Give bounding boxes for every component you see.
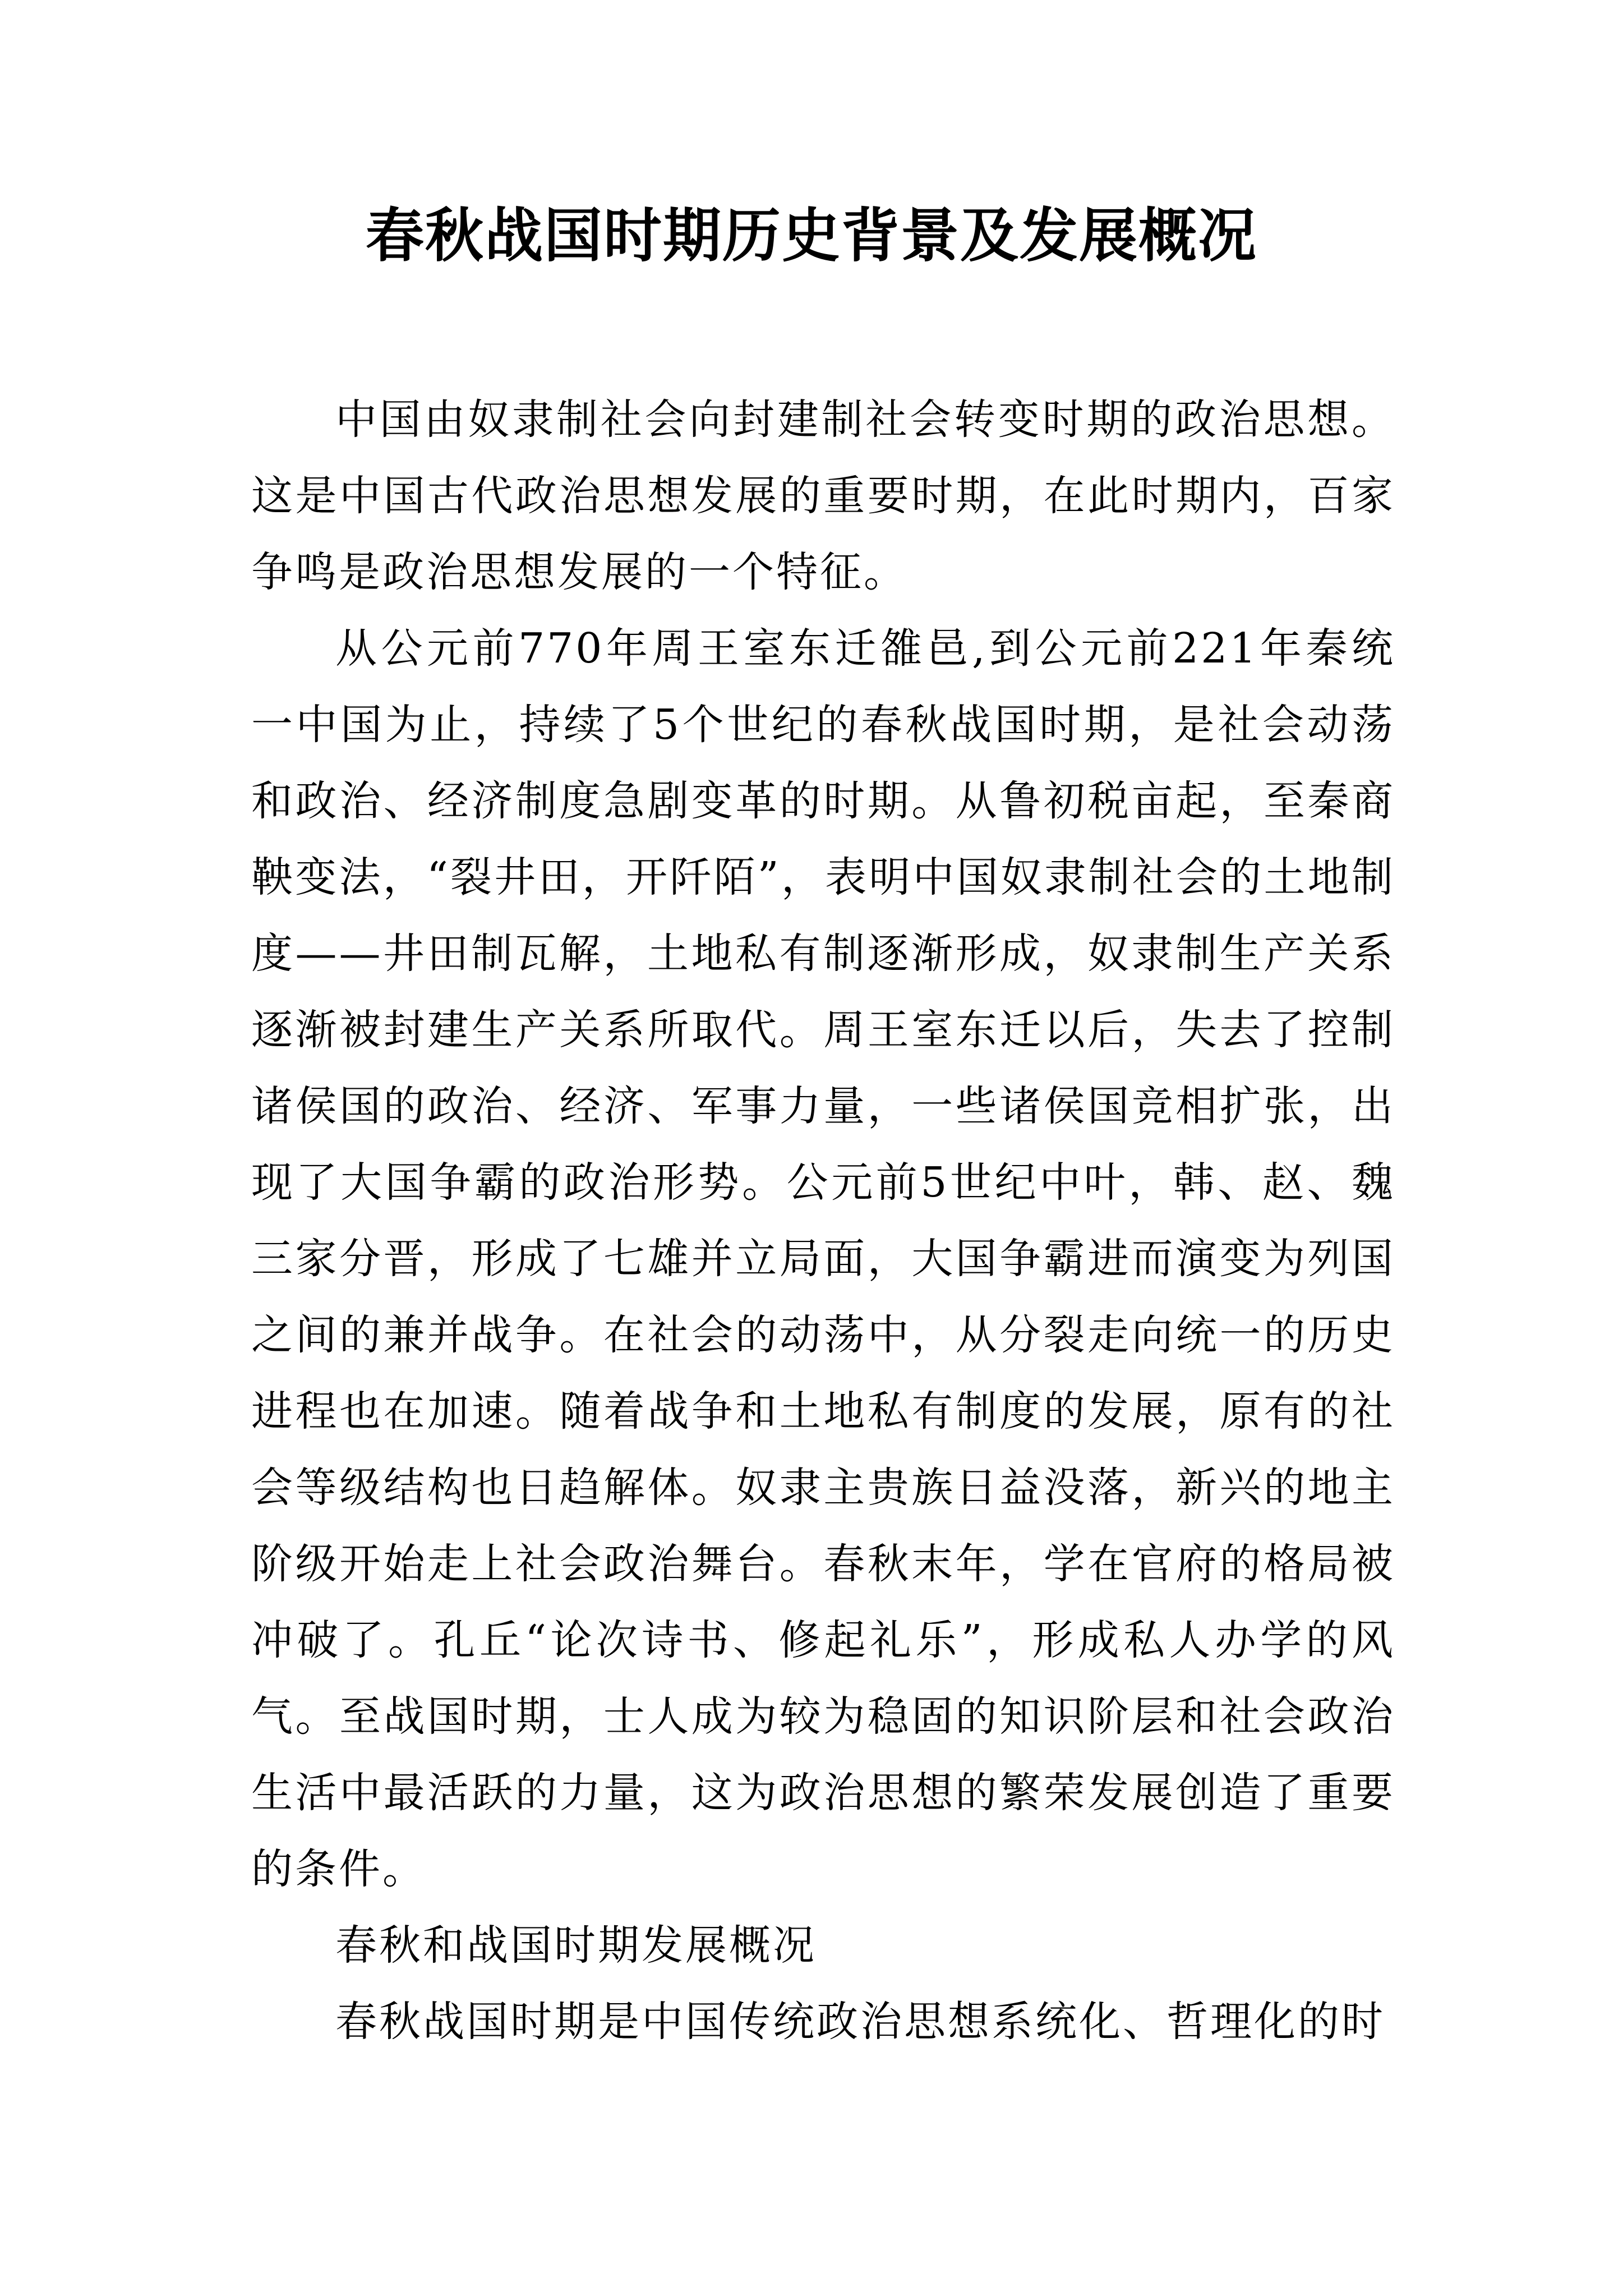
document-title: 春秋战国时期历史背景及发展概况 — [365, 201, 1257, 270]
paragraph-history: 从公元前770年周王室东迁雒邑,到公元前221年秦统一中国为止，持续了5个世纪的春秋战国时期，是社会动荡和政治、经济制度急剧变革的时期。从鲁初税亩起，至秦商鞅变法，“裂井田，开阡陌”，表明中国奴隶制社会的土地制度——井田制瓦解，土地私有制逐渐形成，奴隶制生产关系逐渐被封建生产关系所取代。周王室东迁以后，失去了控制诸侯国的政治、经济、军事力量，一些诸侯国竞相扩张，出现了大国争霸的政治形势。公元前5世纪中叶，韩、赵、魏三家分晋，形成了七雄并立局面，大国争霸进而演变为列国之间的兼并战争。在社会的动荡中，从分裂走向统一的历史进程也在加速。随着战争和土地私有制度的发展，原有的社会等级结构也日趋解体。奴隶主贵族日益没落，新兴的地主阶级开始走上社会政治舞台。春秋末年，学在官府的格局被冲破了。孔丘“论次诗书、修起礼乐”，形成私人办学的风气。至战国时期，士人成为较为稳固的知识阶层和社会政治生活中最活跃的力量，这为政治思想的繁荣发展创造了重要的条件。 — [251, 624, 1395, 1893]
paragraph-overview: 春秋战国时期是中国传统政治思想系统化、哲理化的时 — [335, 1998, 1385, 2046]
paragraph-intro: 中国由奴隶制社会向封建制社会转变时期的政治思想。这是中国古代政治思想发展的重要时期，在此时期内，百家争鸣是政治思想发展的一个特征。 — [251, 395, 1395, 596]
document-body — [251, 381, 1395, 2060]
section-heading: 春秋和战国时期发展概况 — [335, 1921, 817, 1970]
